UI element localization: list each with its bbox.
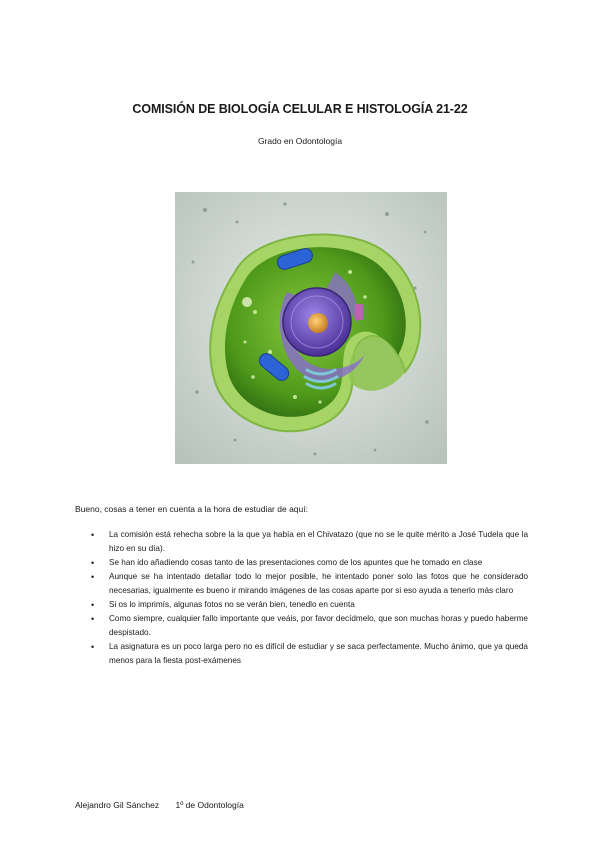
intro-text: Bueno, cosas a tener en cuenta a la hora de estudiar de aquí: xyxy=(75,504,308,514)
document-subtitle: Grado en Odontología xyxy=(257,136,343,146)
page-footer xyxy=(75,800,244,810)
list-item: • Aunque se ha intentado detallar todo lo mejor posible, he intentado poner solo las fotos que he considerado necesarias, igualmente es bueno ir mirando imágenes de las cosas aparte por si eso ayuda a tenerlo más claro xyxy=(91,570,528,598)
list-item: • Se han ido añadiendo cosas tanto de las presentaciones como de los apuntes que he tomado en clase xyxy=(91,556,528,570)
list-item: • La asignatura es un poco larga pero no es difícil de estudiar y se saca perfectamente. Mucho ánimo, que ya queda menos para la fiesta post-exámenes xyxy=(91,640,528,668)
animal-cell-illustration-icon xyxy=(175,192,447,464)
list-item: • Si os lo imprimís, algunas fotos no se verán bien, tenedlo en cuenta xyxy=(91,598,528,612)
footer-course: 1º de Odontología xyxy=(175,800,244,810)
cell-figure xyxy=(175,192,447,464)
notes-list xyxy=(91,528,528,668)
list-item: • La comisión está rehecha sobre la la que ya había en el Chivatazo (que no se le quite mérito a José Tudela que la hizo en su día). xyxy=(91,528,528,556)
list-item: • Como siempre, cualquier fallo importante que veáis, por favor decídmelo, que son muchas horas y puedo haberme despistado. xyxy=(91,612,528,640)
footer-author: Alejandro Gil Sánchez xyxy=(75,800,160,810)
document-title: COMISIÓN DE BIOLOGÍA CELULAR E HISTOLOGÍA 21-22 xyxy=(132,102,468,116)
